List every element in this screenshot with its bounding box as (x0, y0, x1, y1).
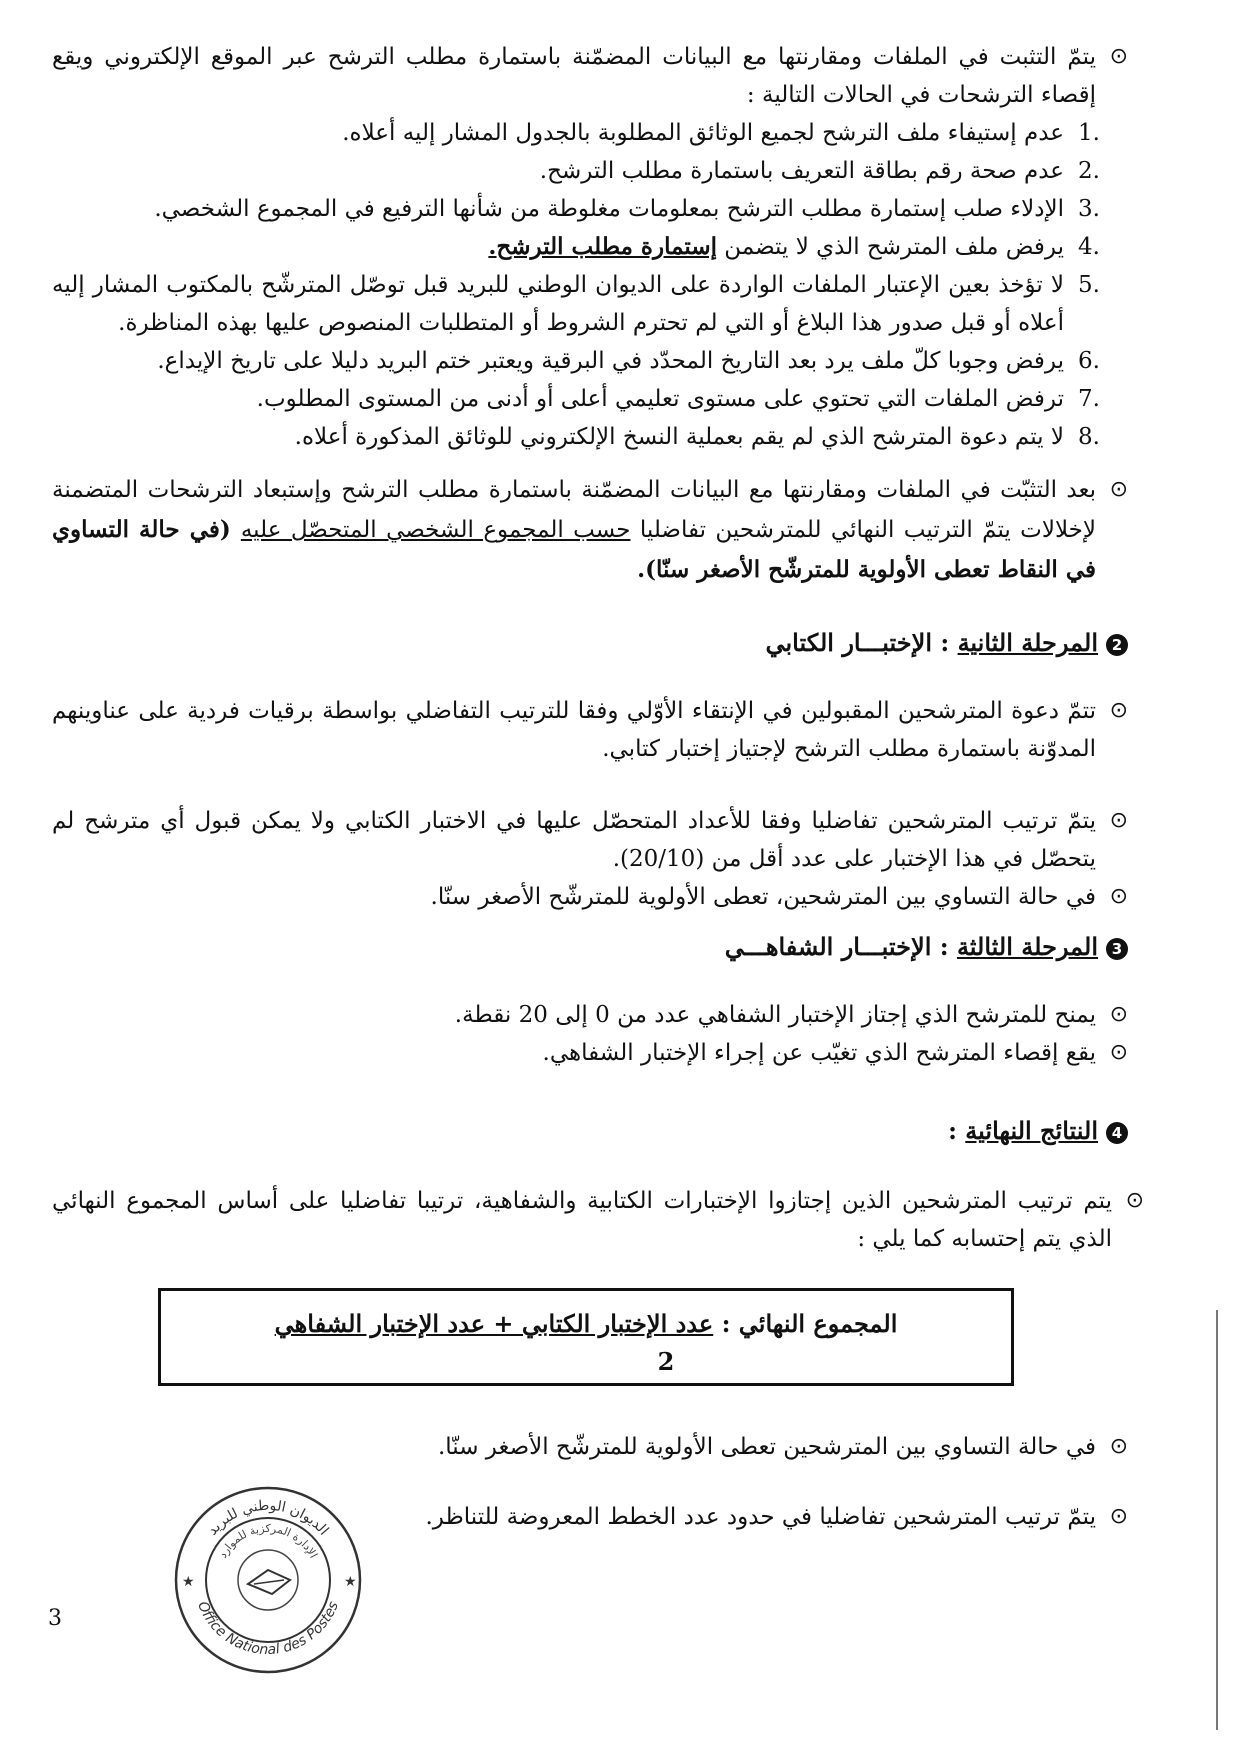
stage4-section (52, 1182, 1144, 1258)
bullet-icon: ⊙ (1109, 1002, 1128, 1027)
stage3-heading: 3المرحلة الثالثة : الإختبـــار الشفاهـــي (725, 932, 1128, 961)
stage2-heading: 2المرحلة الثانية : الإختبـــار الكتابي (765, 628, 1128, 657)
list-item: 8. لا يتم دعوة المترشح الذي لم يقم بعملية النسخ الإلكتروني للوثائق المذكورة أعلاه. (294, 424, 1100, 450)
svg-text:★: ★ (182, 1574, 195, 1590)
stage3-bullet: ⊙ يقع إقصاء المترشح الذي تغيّب عن إجراء الإختبار الشفاهي. (52, 1034, 1128, 1072)
list-item: 2. عدم صحة رقم بطاقة التعريف باستمارة مطلب الترشح. (539, 158, 1100, 184)
exclusion-list (52, 114, 1128, 456)
stage2-bullet: ⊙ يتمّ ترتيب المترشحين تفاضليا وفقا للأعداد المتحصّل عليها في الاختبار الكتابي ولا يمكن قبول أي مترشح لم يتحصّل في هذا الإختبار على عدد أقل من (20/10). (52, 802, 1128, 878)
bullet-icon: ⊙ (1109, 1504, 1128, 1529)
stage2-bullet: ⊙ في حالة التساوي بين المترشحين، تعطى الأولوية للمترشّح الأصغر سنّا. (52, 878, 1128, 916)
number-3-icon: 3 (1106, 938, 1128, 960)
closing-bullet: ⊙ يتمّ ترتيب المترشحين تفاضليا في حدود عدد الخطط المعروضة للتناظر. (52, 1498, 1128, 1536)
number-2-icon: 2 (1106, 634, 1128, 656)
list-item: 6. يرفض وجوبا كلّ ملف يرد بعد التاريخ المحدّد في البرقية ويعتبر ختم البريد دليلا على تاريخ الإيداع. (157, 348, 1100, 374)
list-item: 4. يرفض ملف المترشح الذي لا يتضمن إستمارة مطلب الترشح. (488, 233, 1100, 260)
svg-text:الإدارة المركزية للموارد: الإدارة المركزية للموارد (216, 1521, 320, 1561)
stage4-bullet: ⊙ يتم ترتيب المترشحين الذين إجتازوا الإختبارات الكتابية والشفاهية، ترتيبا تفاضليا على أساس المجموع النهائي الذي يتم إحتسابه كما يلي : (52, 1182, 1144, 1258)
svg-text:الديوان الوطني للبريد: الديوان الوطني للبريد (204, 1497, 332, 1539)
list-item: 5. لا تؤخذ بعين الإعتبار الملفات الواردة على الديوان الوطني للبريد قبل توصّل المترشّح بالمكتوب المشار إليه أعلاه أو قبل صدور هذا البلاغ أو التي لم تحترم الشروط أو المتطلبات المنصوص عليها بهذه المناظرة. (52, 272, 1100, 336)
list-item: 7. ترفض الملفات التي تحتوي على مستوى تعليمي أعلى أو أدنى من المستوى المطلوب. (256, 386, 1100, 412)
margin-rule (1216, 1310, 1218, 1730)
stage3-bullet: ⊙ يمنح للمترشح الذي إجتاز الإختبار الشفاهي عدد من 0 إلى 20 نقطة. (52, 996, 1128, 1034)
stage2-bullet: ⊙ تتمّ دعوة المترشحين المقبولين في الإنتقاء الأوّلي وفقا للترتيب التفاضلي بواسطة برقيات فردية على عناوينهم المدوّنة باستمارة مطلب الترشح لإجتياز إختبار كتابي. (52, 692, 1128, 768)
stage2-section (52, 692, 1128, 916)
svg-text:Office National des Postes: Office National des Postes (194, 1599, 342, 1659)
bullet-icon: ⊙ (1109, 1434, 1128, 1459)
bullet-icon: ⊙ (1125, 1188, 1144, 1213)
bullet-icon: ⊙ (1109, 1040, 1128, 1065)
list-item: 1. عدم إستيفاء ملف الترشح لجميع الوثائق المطلوبة بالجدول المشار إليه أعلاه. (342, 120, 1100, 146)
formula-numerator: عدد الإختبار الكتابي + عدد الإختبار الشفاهي (274, 1309, 714, 1338)
bullet-icon: ⊙ (1109, 477, 1128, 502)
closing-bullet: ⊙ في حالة التساوي بين المترشحين تعطى الأولوية للمترشّح الأصغر سنّا. (52, 1428, 1128, 1466)
formula-numerator-line (161, 1309, 1011, 1338)
formula-denominator: 2 (657, 1347, 675, 1376)
bullet-icon: ⊙ (1109, 44, 1128, 69)
formula-label: المجموع النهائي : (713, 1309, 898, 1338)
ranking-section (52, 470, 1128, 590)
ranking-paragraph: ⊙ بعد التثبّت في الملفات ومقارنتها مع البيانات المضمّنة باستمارة مطلب الترشح وإستبعاد الترشحات المتضمنة لإخلالات يتمّ الترتيب النهائي للمترشحين تفاضليا حسب المجموع الشخصي المتحصّل عليه (في حالة التساوي في النقاط تعطى الأولوية للمترشّح الأصغر سنّا). (52, 470, 1128, 590)
page-number: 3 (48, 1606, 62, 1631)
intro-paragraph: ⊙ يتمّ التثبت في الملفات ومقارنتها مع البيانات المضمّنة باستمارة مطلب الترشح عبر الموقع الإلكتروني ويقع إقصاء الترشحات في الحالات التالية : (52, 38, 1128, 114)
final-score-formula-box (158, 1288, 1014, 1386)
stage4-heading: 4النتائج النهائية : (948, 1116, 1128, 1145)
bullet-icon: ⊙ (1109, 698, 1128, 723)
list-item: 3. الإدلاء صلب إستمارة مطلب الترشح بمعلومات مغلوطة من شأنها الترفيع في المجموع الشخصي. (154, 196, 1100, 222)
bullet-icon: ⊙ (1109, 884, 1128, 909)
office-stamp-icon (168, 1480, 368, 1680)
stage3-section (52, 996, 1128, 1072)
number-4-icon: 4 (1106, 1122, 1128, 1144)
svg-text:★: ★ (344, 1574, 357, 1590)
intro-section (52, 38, 1128, 456)
bullet-icon: ⊙ (1109, 808, 1128, 833)
